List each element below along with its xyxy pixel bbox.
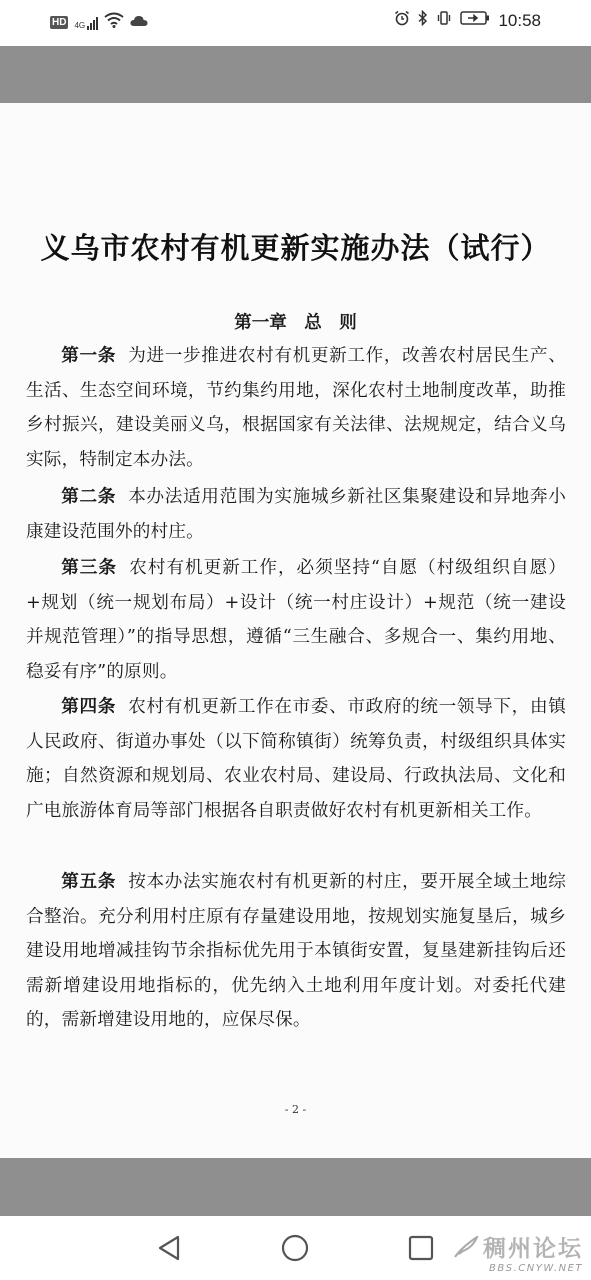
home-icon: [277, 1230, 313, 1266]
watermark-url: BBS.CNYW.NET: [489, 1263, 583, 1274]
status-right: [394, 10, 541, 31]
alarm-icon: [394, 10, 410, 31]
status-bar: [0, 0, 591, 46]
article-text: 本办法适用范围为实施城乡新社区集聚建设和异地奔小康建设范围外的村庄。: [26, 487, 566, 542]
article-text: 为进一步推进农村有机更新工作，改善农村居民生产、生活、生态空间环境，节约集约用地，深化农村土地制度改革，助推乡村振兴，建设美丽义乌，根据国家有关法律、法规规定，结合义乌实际，特制定本办法。: [26, 346, 566, 470]
page-number: - 2 -: [284, 1103, 307, 1116]
article-text: 按本办法实施农村有机更新的村庄，要开展全域土地综合整治。充分利用村庄原有存量建设用地，按规划实施复垦后，城乡建设用地增减挂钩节余指标优先用于本镇街安置，复垦建新挂钩后还需新增建设用地指标的，优先纳入土地利用年度计划。对委托代建的，需新增建设用地的，应保尽保。: [26, 872, 566, 1030]
cloud-icon: [130, 14, 148, 32]
article-label: 第二条: [61, 487, 116, 507]
home-button[interactable]: [277, 1230, 313, 1266]
article-5: [26, 865, 566, 1038]
article-3: [26, 551, 566, 689]
article-2: [26, 480, 566, 549]
article-label: 第四条: [61, 697, 116, 717]
recents-icon: [403, 1230, 439, 1266]
article-label: 第一条: [61, 346, 116, 366]
viewer-top-margin: [0, 46, 591, 103]
viewer-bottom-margin: [0, 1158, 591, 1216]
status-time: 10:58: [498, 10, 541, 30]
document-title: 义乌市农村有机更新实施办法（试行）: [40, 231, 551, 265]
battery-icon: [460, 10, 490, 31]
network-type: 4G: [74, 20, 86, 30]
article-text: 农村有机更新工作在市委、市政府的统一领导下，由镇人民政府、街道办事处（以下简称镇街）统筹负责，村级组织具体实施；自然资源和规划局、农业农村局、建设局、行政执法局、文化和广电旅游体育局等部门根据各自职责做好农村有机更新相关工作。: [26, 697, 566, 821]
article-text: 农村有机更新工作，必须坚持“自愿（村级组织自愿）+规划（统一规划布局）+设计（统一村庄设计）+规范（统一建设并规范管理）”的指导思想，遵循“三生融合、多规合一、集约用地、稳妥有序”的原则。: [26, 558, 566, 682]
vibrate-icon: [436, 10, 452, 31]
back-icon: [151, 1230, 187, 1266]
status-left: [50, 12, 148, 33]
back-button[interactable]: [151, 1230, 187, 1266]
hd-badge: HD: [52, 17, 67, 28]
bluetooth-icon: [418, 10, 428, 31]
article-1: [26, 339, 566, 477]
article-label: 第五条: [61, 872, 116, 892]
wifi-icon: [104, 12, 124, 33]
chapter-heading: 第一章 总 则: [234, 313, 357, 333]
article-4: [26, 690, 566, 828]
signal-icon: [87, 16, 98, 30]
article-label: 第三条: [61, 558, 117, 578]
forum-watermark: [453, 1230, 583, 1274]
watermark-name: 稠州论坛: [483, 1236, 583, 1262]
recents-button[interactable]: [403, 1230, 439, 1266]
feather-pen-icon: [453, 1236, 479, 1258]
network-signal: [74, 16, 98, 30]
navigation-bar: [0, 1216, 591, 1280]
